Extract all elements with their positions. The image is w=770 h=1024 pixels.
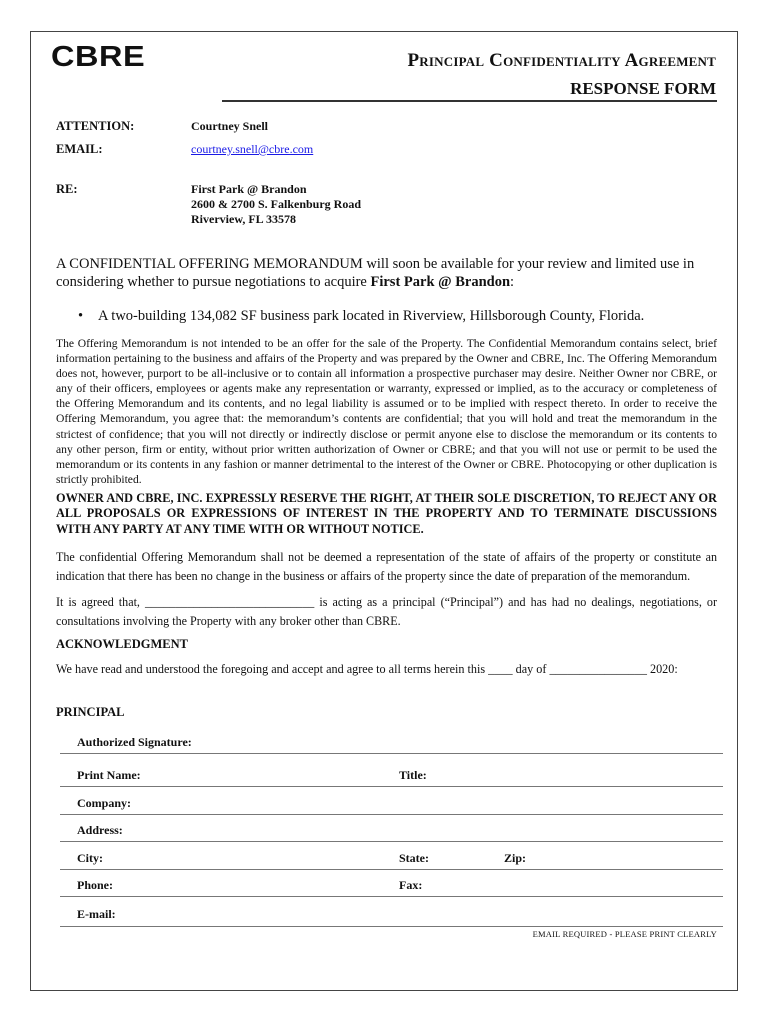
email-field-label: E-mail: [77,907,116,921]
authorized-signature-field[interactable] [60,753,723,754]
property-name-line: First Park @ Brandon [191,182,307,196]
city-state-zip-field[interactable] [60,869,723,870]
reserve-rights-paragraph: OWNER AND CBRE, INC. EXPRESSLY RESERVE THE RIGHT, AT THEIR SOLE DISCRETION, TO REJECT ANY OR ALL PROPOSALS OR EXPRESSIONS OF INTEREST IN THE PROPERTY AND TO TERMINATE DISCUSSIONS WITH ANY PARTY AT ANY TIME WITH OR WITHOUT NOTICE. [56,491,717,536]
zip-label: Zip: [504,851,527,865]
address-field[interactable] [60,841,723,842]
intro-paragraph [56,255,716,291]
city-label: City: [77,851,103,865]
document-title: Principal Confidentiality Agreement [407,50,716,71]
attention-value: Courtney Snell [191,119,269,133]
email-field[interactable] [60,926,723,927]
contact-email-link[interactable]: courtney.snell@cbre.com [191,142,314,156]
bullet-symbol: • [78,308,84,324]
property-street-line: 2600 & 2700 S. Falkenburg Road [191,197,362,211]
attention-label: ATTENTION: [56,119,135,133]
acknowledgment-heading: ACKNOWLEDGMENT [56,637,188,651]
cbre-logo: CBRE [51,41,146,73]
title-label: Title: [399,768,427,782]
phone-fax-field[interactable] [60,896,723,897]
property-address [191,182,361,227]
intro-property-name: First Park @ Brandon [370,274,511,290]
header-divider [222,100,717,102]
state-label: State: [399,851,429,865]
authorized-signature-label: Authorized Signature: [77,735,192,749]
bullet-text: A two-building 134,082 SF business park located in Riverview, Hillsborough County, Florida. [98,308,645,324]
intro-colon: : [510,274,515,290]
document-subtitle: RESPONSE FORM [570,79,716,98]
principal-agreement-paragraph: It is agreed that, ____________________________ is acting as a principal (“Principal”) and has had no dealings, negotiations, or consultations involving the Property with any broker other than CBRE. [56,595,717,628]
email-required-note: EMAIL REQUIRED - PLEASE PRINT CLEARLY [532,929,717,939]
principal-heading: PRINCIPAL [56,705,125,719]
phone-label: Phone: [77,878,113,892]
offering-memo-paragraph: The Offering Memorandum is not intended to be an offer for the sale of the Property. The Confidential Memorandum contains select, brief information pertaining to the business and affairs of the Property and was prepared by the Owner and CBRE, Inc. The Offering Memorandum does not, however, purport to be all-inclusive or to contain all information a prospective purchaser may desire. Neither Owner nor CBRE, or any of their officers, employees or agents make any representation or warranty, expressed or implied, as to the accuracy or completeness of the Offering Memorandum and its contents, and no legal liability is assumed or to be implied with respect thereto. In order to receive the Offering Memorandum, you agree that: the memorandum’s contents are confidential; that you will hold and treat the memorandum in the strictest of confidence; that you will not directly or indirectly disclose or permit anyone else to disclose the memorandum or its contents to any other person, firm or entity, without prior written authorization of Owner or CBRE; and that you will not use or permit to be used the memorandum or its contents in any fashion or manner detrimental to the interest of the Owner or CBRE. Photocopying or other duplication is strictly prohibited. [56,337,717,486]
print-name-title-field[interactable] [60,786,723,787]
property-bullet [78,308,718,325]
intro-text: A CONFIDENTIAL OFFERING MEMORANDUM will soon be available for your review and limited use in considering whether to pursue negotiations to acquire [56,256,695,290]
property-city-line: Riverview, FL 33578 [191,212,296,226]
acknowledgment-text: We have read and understood the foregoing and accept and agree to all terms herein this ____ day of ________________ 2020: [56,662,678,676]
representation-paragraph: The confidential Offering Memorandum shall not be deemed a representation of the state of affairs of the property or constitute an indication that there has been no change in the business or affairs of the property since the date of preparation of the memorandum. [56,550,717,583]
address-label: Address: [77,823,123,837]
email-label: EMAIL: [56,142,103,156]
company-label: Company: [77,796,132,810]
print-name-label: Print Name: [77,768,141,782]
re-label: RE: [56,182,78,196]
fax-label: Fax: [399,878,423,892]
company-field[interactable] [60,814,723,815]
